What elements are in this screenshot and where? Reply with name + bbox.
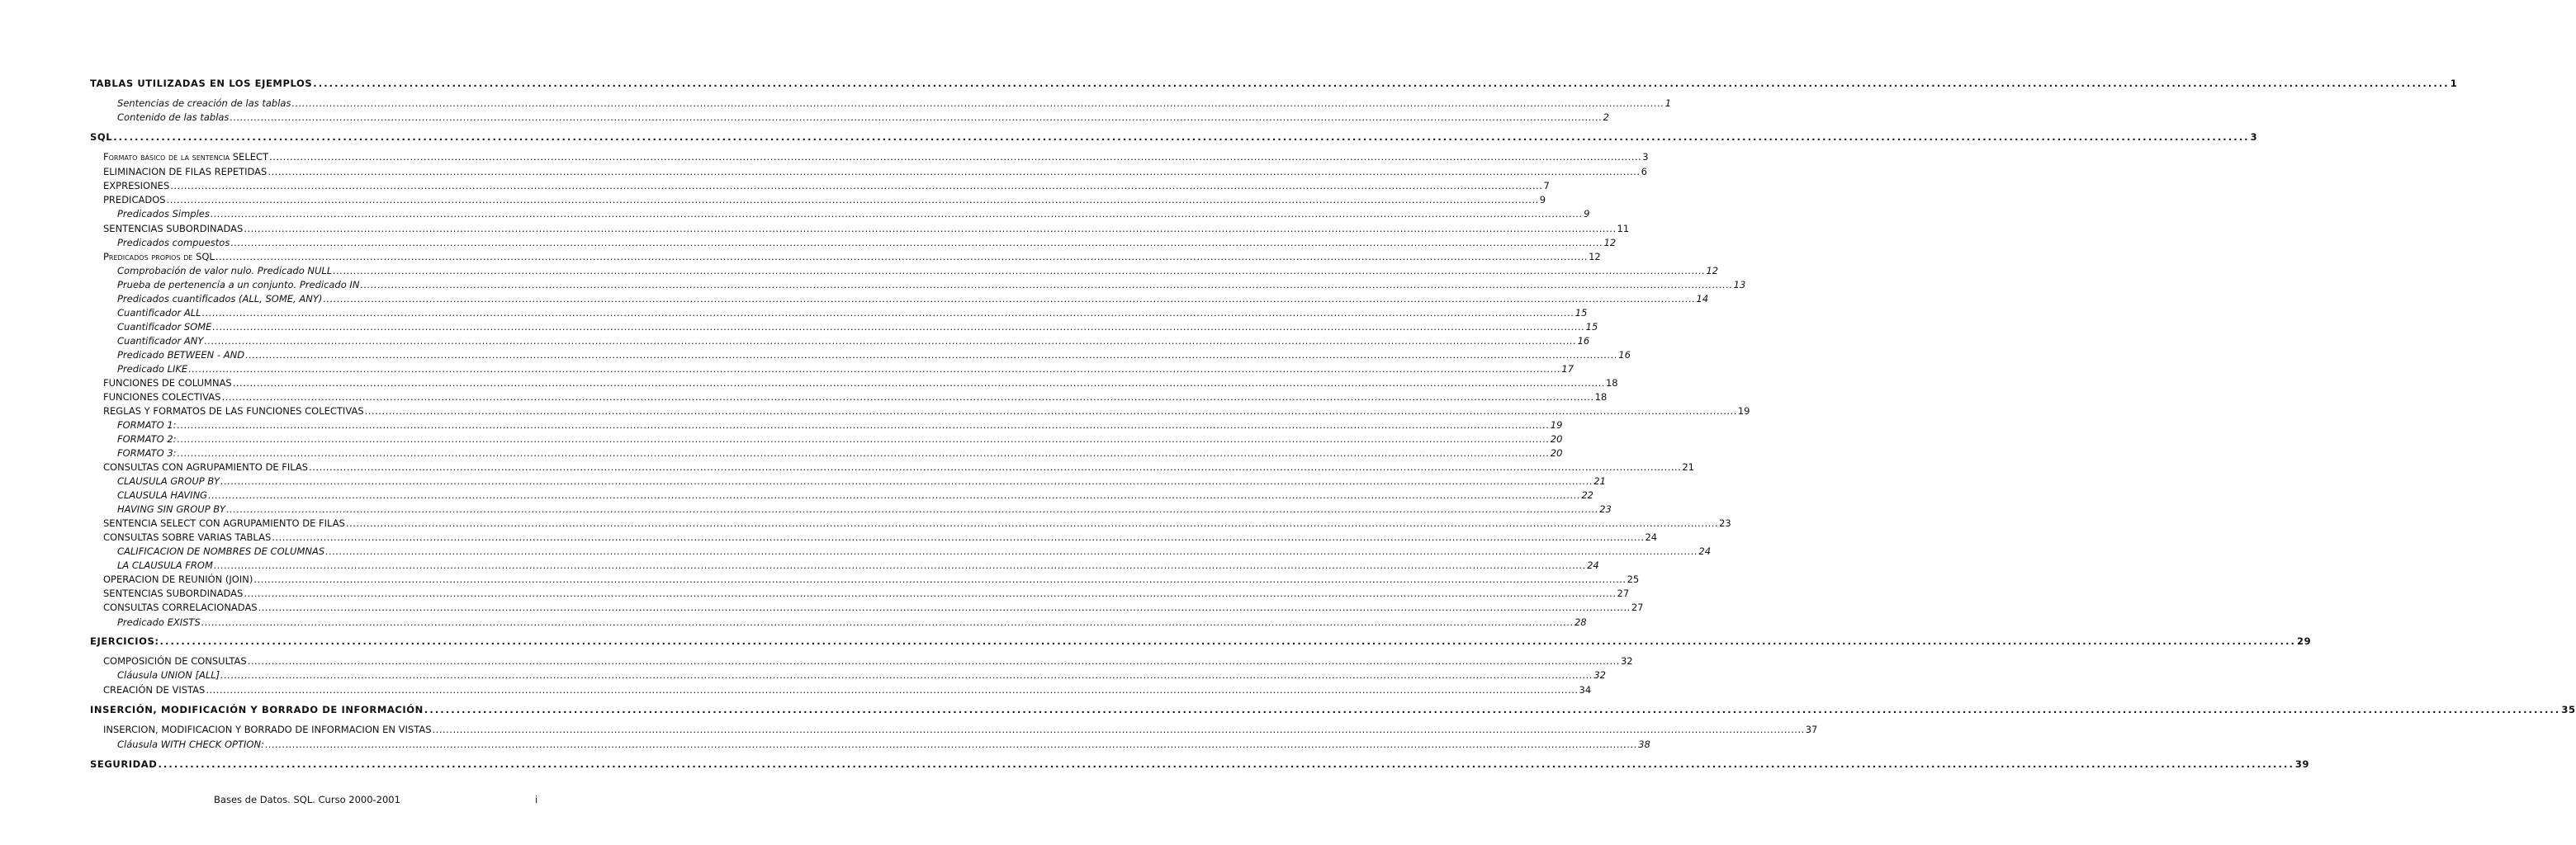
toc-page-number: 21 [1682,461,1694,473]
toc-page-number: 18 [1605,377,1618,389]
toc-entry-label: COMPOSICIÓN DE CONSULTAS [103,655,247,667]
toc-entry-label: FORMATO 2: [117,433,177,445]
toc-page-number: 25 [1627,574,1640,585]
toc-page-number: 15 [1574,307,1588,319]
toc-entry-label: Comprobación de valor nulo. Predicado NULL [117,265,333,276]
dot-leader: ................................................................................................................................................................................................................................................................................................................................................................................................................ [159,635,2297,647]
toc-entry[interactable] [103,684,1592,699]
toc-page-number: 27 [1631,602,1644,613]
toc-entry[interactable] [117,559,1599,574]
toc-entry-label: CALIFICACION DE NOMBRES DE COLUMNAS [117,545,325,557]
toc-entry-label: Predicado LIKE [117,363,188,375]
toc-page-number: 23 [1719,517,1731,529]
toc-entry[interactable] [117,111,1609,126]
toc-entry[interactable] [103,391,1608,406]
toc-section-heading[interactable] [90,78,2458,92]
dot-leader: ................................................................................................................................................................................................................................................................................................................................................................................................................ [166,194,1539,205]
toc-entry-label: FORMATO 1: [117,419,177,431]
toc-entry[interactable] [103,588,1630,602]
footer-page-number: i [535,794,538,805]
dot-leader: ................................................................................................................................................................................................................................................................................................................................................................................................................ [424,704,2561,715]
toc-entry-label: EXPRESIONES [103,180,170,191]
dot-leader: ................................................................................................................................................................................................................................................................................................................................................................................................................ [201,616,1574,628]
dot-leader: ................................................................................................................................................................................................................................................................................................................................................................................................................ [432,724,1805,735]
toc-page-number: 13 [1733,279,1746,290]
toc-entry[interactable] [103,602,1644,616]
toc-entry-label: INSERCION, MODIFICACION Y BORRADO DE INFORMACION EN VISTAS [103,724,432,735]
toc-entry[interactable] [103,655,1633,670]
toc-page-number: 38 [1638,739,1650,750]
toc-entry[interactable] [117,489,1593,504]
toc-entry-label: SEGURIDAD [90,758,158,770]
toc-page-number: 12 [1603,237,1617,248]
toc-entry[interactable] [117,616,1587,631]
toc-entry[interactable] [103,517,1731,532]
toc-entry-label: CREACIÓN DE VISTAS [103,684,206,696]
toc-page-number: 16 [1577,335,1590,347]
page-footer [0,794,634,809]
toc-page-number: 39 [2294,758,2310,770]
toc-entry-label: CONSULTAS CORRELACIONADAS [103,602,258,613]
toc-page-number: 20 [1550,433,1563,445]
toc-page-number: 12 [1589,251,1601,262]
toc-page-number: 2 [1603,111,1609,123]
dot-leader: ................................................................................................................................................................................................................................................................................................................................................................................................................ [206,684,1579,696]
toc-entry[interactable] [117,419,1563,434]
toc-entry[interactable] [103,377,1618,392]
toc-entry[interactable] [103,405,1750,420]
toc-entry-label: PREDICADOS [103,194,166,205]
dot-leader: ................................................................................................................................................................................................................................................................................................................................................................................................................ [113,131,2250,143]
toc-entry[interactable] [117,349,1631,364]
toc-entry-label: Cuantificador ALL [117,307,201,319]
toc-entry-label: INSERCIÓN, MODIFICACIÓN Y BORRADO DE INFORMACIÓN [90,704,424,715]
toc-entry-label: FUNCIONES COLECTIVAS [103,391,221,403]
toc-page-number: 24 [1587,559,1599,571]
dot-leader: ................................................................................................................................................................................................................................................................................................................................................................................................................ [158,758,2294,770]
toc-page-number: 22 [1581,489,1593,501]
toc-entry-label: LA CLAUSULA FROM [117,559,213,571]
toc-entry[interactable] [103,166,1647,181]
footer-title: Bases de Datos. SQL. Curso 2000-2001 [214,794,400,805]
dot-leader: ................................................................................................................................................................................................................................................................................................................................................................................................................ [258,602,1631,613]
toc-entry-label: CLAUSULA HAVING [117,489,208,501]
toc-entry-label: Predicado EXISTS [117,616,201,628]
dot-leader: ................................................................................................................................................................................................................................................................................................................................................................................................................ [272,531,1645,543]
dot-leader: ................................................................................................................................................................................................................................................................................................................................................................................................................ [364,405,1737,417]
dot-leader: ................................................................................................................................................................................................................................................................................................................................................................................................................ [215,251,1589,262]
toc-entry[interactable] [117,307,1588,322]
toc-page-number: 7 [1543,180,1550,191]
dot-leader: ................................................................................................................................................................................................................................................................................................................................................................................................................ [232,377,1605,389]
dot-leader: ................................................................................................................................................................................................................................................................................................................................................................................................................ [323,293,1696,304]
dot-leader: ................................................................................................................................................................................................................................................................................................................................................................................................................ [213,559,1587,571]
toc-page-number: 1 [2450,78,2458,89]
toc-entry-label: ELIMINACION DE FILAS REPETIDAS [103,166,268,177]
toc-page-number: 17 [1561,363,1574,375]
toc-entry-label: OPERACION DE REUNIÓN (JOIN) [103,574,253,585]
toc-entry-label: CONSULTAS SOBRE VARIAS TABLAS [103,531,272,543]
toc-entry[interactable] [117,669,1606,684]
dot-leader: ................................................................................................................................................................................................................................................................................................................................................................................................................ [269,151,1642,163]
toc-page-number: 9 [1584,208,1590,220]
dot-leader: ................................................................................................................................................................................................................................................................................................................................................................................................................ [230,111,1603,123]
toc-entry[interactable] [117,335,1590,350]
dot-leader: ................................................................................................................................................................................................................................................................................................................................................................................................................ [245,349,1618,361]
toc-entry[interactable] [103,461,1694,476]
dot-leader: ................................................................................................................................................................................................................................................................................................................................................................................................................ [170,180,1543,191]
dot-leader: ................................................................................................................................................................................................................................................................................................................................................................................................................ [220,669,1593,681]
dot-leader: ................................................................................................................................................................................................................................................................................................................................................................................................................ [208,489,1581,501]
toc-entry-label: REGLAS Y FORMATOS DE LAS FUNCIONES COLECTIVAS [103,405,364,417]
dot-leader: ................................................................................................................................................................................................................................................................................................................................................................................................................ [244,588,1617,599]
toc-page-number: 3 [1642,151,1649,163]
toc-entry-label: SENTENCIAS SUBORDINADAS [103,588,244,599]
toc-entry-label: Predicados propios de SQL [103,251,215,262]
toc-page-number: 34 [1579,684,1592,696]
toc-entry[interactable] [117,545,1712,560]
toc-page-number: 23 [1599,503,1612,515]
dot-leader: ................................................................................................................................................................................................................................................................................................................................................................................................................ [177,433,1550,445]
dot-leader: ................................................................................................................................................................................................................................................................................................................................................................................................................ [244,223,1617,234]
toc-page-number: 15 [1585,321,1598,333]
toc-entry[interactable] [117,739,1650,753]
dot-leader: ................................................................................................................................................................................................................................................................................................................................................................................................................ [220,475,1593,487]
toc-entry[interactable] [103,531,1658,546]
toc-page-number: 27 [1617,588,1630,599]
toc-entry[interactable] [103,574,1640,588]
toc-page-number: 32 [1620,655,1633,667]
toc-entry-label: SENTENCIA SELECT CON AGRUPAMIENTO DE FILAS [103,517,345,529]
toc-page-number: 6 [1641,166,1647,177]
toc-entry[interactable] [117,447,1563,462]
dot-leader: ................................................................................................................................................................................................................................................................................................................................................................................................................ [268,166,1641,177]
dot-leader: ................................................................................................................................................................................................................................................................................................................................................................................................................ [345,517,1719,529]
toc-page-number: 35 [2561,704,2576,715]
dot-leader: ................................................................................................................................................................................................................................................................................................................................................................................................................ [247,655,1620,667]
dot-leader: ................................................................................................................................................................................................................................................................................................................................................................................................................ [204,335,1577,347]
toc-entry-label: Cláusula WITH CHECK OPTION: [117,739,264,750]
dot-leader: ................................................................................................................................................................................................................................................................................................................................................................................................................ [333,265,1706,276]
toc-entry-label: SENTENCIAS SUBORDINADAS [103,223,244,234]
toc-page-number: 12 [1706,265,1719,276]
toc-page-number: 24 [1698,545,1712,557]
dot-leader: ................................................................................................................................................................................................................................................................................................................................................................................................................ [177,419,1550,431]
toc-page-number: 19 [1737,405,1750,417]
toc-page-number: 14 [1696,293,1709,304]
toc-section-heading[interactable] [90,131,2258,146]
toc-page-number: 32 [1593,669,1606,681]
dot-leader: ................................................................................................................................................................................................................................................................................................................................................................................................................ [360,279,1733,290]
toc-entry[interactable] [117,237,1617,252]
toc-entry[interactable] [103,180,1550,195]
toc-entry-label: CLAUSULA GROUP BY [117,475,220,487]
dot-leader: ................................................................................................................................................................................................................................................................................................................................................................................................................ [253,574,1627,585]
toc-entry-label: Cuantificador ANY [117,335,204,347]
dot-leader: ................................................................................................................................................................................................................................................................................................................................................................................................................ [309,461,1682,473]
toc-page-number: 3 [2250,131,2258,143]
toc-section-heading[interactable] [90,635,2312,650]
dot-leader: ................................................................................................................................................................................................................................................................................................................................................................................................................ [212,321,1585,333]
toc-entry-label: Predicados cuantificados (ALL, SOME, ANY) [117,293,323,304]
dot-leader: ................................................................................................................................................................................................................................................................................................................................................................................................................ [221,391,1594,403]
toc-entry[interactable] [103,223,1630,238]
toc-entry-label: FORMATO 3: [117,447,177,459]
toc-entry-label: Predicado BETWEEN - AND [117,349,245,361]
dot-leader: ................................................................................................................................................................................................................................................................................................................................................................................................................ [264,739,1638,750]
toc-entry[interactable] [117,208,1590,223]
dot-leader: ................................................................................................................................................................................................................................................................................................................................................................................................................ [291,97,1664,109]
toc-entry[interactable] [117,363,1574,378]
toc-entry-label: Predicados compuestos [117,237,230,248]
toc-entry[interactable] [117,475,1606,490]
toc-entry-label: Prueba de pertenencia a un conjunto. Predicado IN [117,279,360,290]
dot-leader: ................................................................................................................................................................................................................................................................................................................................................................................................................ [325,545,1698,557]
toc-entry-label: SQL [90,131,113,143]
toc-entry[interactable] [117,279,1746,294]
toc-entry-label: EJERCICIOS: [90,635,159,647]
toc-entry-label: CONSULTAS CON AGRUPAMIENTO DE FILAS [103,461,309,473]
toc-page-number: 18 [1594,391,1608,403]
toc-entry-label: Cláusula UNION [ALL] [117,669,220,681]
toc-page-number: 24 [1645,531,1658,543]
toc-entry-label: Formato básico de la sentencia SELECT [103,151,269,163]
toc-entry[interactable] [117,503,1612,518]
toc-page-number: 9 [1539,194,1546,205]
toc-entry-label: Contenido de las tablas [117,111,230,123]
dot-leader: ................................................................................................................................................................................................................................................................................................................................................................................................................ [226,503,1599,515]
dot-leader: ................................................................................................................................................................................................................................................................................................................................................................................................................ [210,208,1584,220]
toc-entry[interactable] [103,194,1546,209]
toc-page-number: 29 [2297,635,2312,647]
toc-entry[interactable] [103,724,1818,739]
toc-entry[interactable] [103,151,1649,166]
toc-page-number: 37 [1805,724,1818,735]
dot-leader: ................................................................................................................................................................................................................................................................................................................................................................................................................ [188,363,1561,375]
toc-entry[interactable] [117,433,1563,448]
toc-entry-label: Cuantificador SOME [117,321,212,333]
dot-leader: ................................................................................................................................................................................................................................................................................................................................................................................................................ [201,307,1574,319]
dot-leader: ................................................................................................................................................................................................................................................................................................................................................................................................................ [313,78,2450,89]
toc-section-heading[interactable] [90,758,2310,773]
dot-leader: ................................................................................................................................................................................................................................................................................................................................................................................................................ [230,237,1603,248]
toc-page-number: 21 [1593,475,1606,487]
toc-entry[interactable] [117,293,1709,308]
toc-page-number: 11 [1617,223,1630,234]
toc-page-number: 16 [1618,349,1631,361]
toc-page-number: 19 [1550,419,1563,431]
toc-page-number: 28 [1574,616,1587,628]
toc-entry-label: TABLAS UTILIZADAS EN LOS EJEMPLOS [90,78,313,89]
toc-entry-label: HAVING SIN GROUP BY [117,503,225,515]
toc-entry[interactable] [103,251,1601,266]
toc-page-number: 1 [1664,97,1672,109]
toc-entry[interactable] [117,265,1719,280]
toc-entry-label: FUNCIONES DE COLUMNAS [103,377,232,389]
toc-section-heading[interactable] [90,704,2576,719]
toc-entry[interactable] [117,97,1672,112]
dot-leader: ................................................................................................................................................................................................................................................................................................................................................................................................................ [177,447,1550,459]
toc-page-number: 20 [1550,447,1563,459]
toc-entry-label: Sentencias de creación de las tablas [117,97,291,109]
toc-entry[interactable] [117,321,1598,336]
toc-entry-label: Predicados Simples [117,208,210,220]
